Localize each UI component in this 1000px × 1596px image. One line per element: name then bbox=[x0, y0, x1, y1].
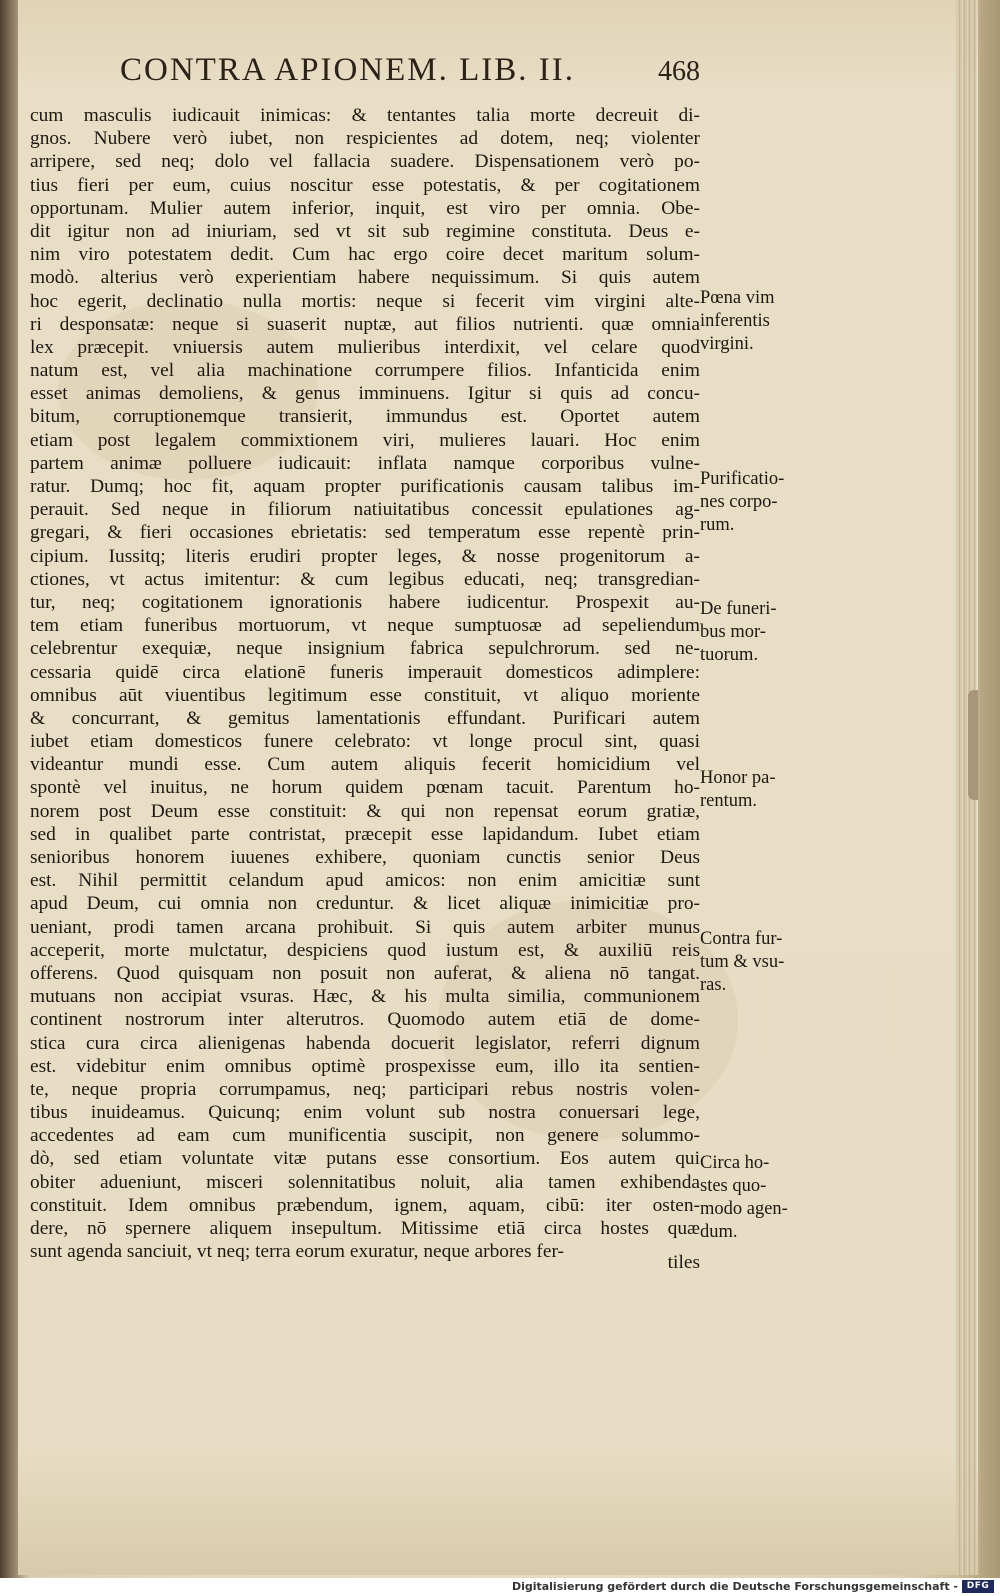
marginal-note-line: rentum. bbox=[700, 791, 758, 811]
catchword: tiles bbox=[667, 1252, 700, 1273]
dfg-logo: DFG bbox=[962, 1580, 994, 1593]
text-line: partem animæ polluere iudicauit: inflata namque corporibus vulne- bbox=[30, 452, 700, 474]
text-line: te, neque propria corrumpamus, neq; participari rebus nostris volen- bbox=[30, 1078, 700, 1100]
text-line: bitum, corruptionemque transierit, immundus est. Oportet autem bbox=[30, 406, 700, 428]
text-line: lex præcepit. vniuersis autem mulieribus interdixit, vel celare quod bbox=[30, 336, 700, 358]
text-line: cessaria quidē circa elationē funeris imperauit domesticos adimplere: bbox=[30, 661, 700, 683]
text-line: apud Deum, cui omnia non creduntur. & licet aliquæ inimicitiæ pro- bbox=[30, 893, 700, 915]
text-line: ueniant, prodi tamen arcana prohibuit. Si quis autem arbiter munus bbox=[30, 916, 700, 938]
marginal-note-line: modo agen- bbox=[700, 1199, 788, 1219]
marginal-note-line: Honor pa- bbox=[700, 768, 776, 788]
text-line: tur, neq; cogitationem ignorationis habere iudicentur. Prospexit au- bbox=[30, 591, 700, 613]
marginal-note-line: De funeri- bbox=[700, 599, 777, 619]
text-line: opportunam. Mulier autem inferior, inquit, est viro per omnia. Obe- bbox=[30, 197, 700, 219]
marginal-note-line: nes corpo- bbox=[700, 492, 778, 512]
marginal-note-line: Pœna vim bbox=[700, 288, 775, 308]
text-line: perauit. Sed neque in filiorum natiuitatibus concessit epulationes ag- bbox=[30, 499, 700, 521]
text-line: dere, nō spernere aliquem insepultum. Mitissime etiā circa hostes quæ bbox=[30, 1218, 700, 1239]
text-line: gregari, & fieri occasiones ebrietatis: sed temperatum esse repentè prin- bbox=[30, 522, 700, 544]
marginal-note-hostes bbox=[700, 1152, 810, 1244]
marginal-note-line: Contra fur- bbox=[700, 929, 783, 949]
body-text bbox=[30, 104, 700, 1263]
text-line: continent nostrorum inter alterutros. Quomodo autem etiā de dome- bbox=[30, 1009, 700, 1031]
text-line: tibus inuideamus. Quicunq; enim volunt sub nostra conuersari lege, bbox=[30, 1102, 700, 1124]
text-line: est. videbitur enim omnibus optimè prospexisse eum, illo ita sentien- bbox=[30, 1055, 700, 1077]
text-line: ctiones, vt actus imitentur: & cum legibus educati, neq; transgredian- bbox=[30, 568, 700, 590]
bookmark-tab bbox=[968, 690, 978, 800]
marginal-note-purificationes bbox=[700, 468, 810, 537]
text-line: obiter adueniunt, misceri solennitatibus noluit, alia tamen exhibenda bbox=[30, 1171, 700, 1193]
marginal-note-line: rum. bbox=[700, 515, 735, 535]
text-line: norem post Deum esse constituit: & qui non repensat eorum gratiæ, bbox=[30, 800, 700, 822]
text-line: cipium. Iussitq; literis erudiri propter leges, & nosse progenitorum a- bbox=[30, 545, 700, 567]
text-line: modò. alterius verò experientiam habere nequissimum. Si quis autem bbox=[30, 267, 700, 289]
text-line: ratur. Dumq; hoc fit, aquam propter purificationis causam talibus im- bbox=[30, 476, 700, 497]
marginal-note-line: stes quo- bbox=[700, 1176, 767, 1196]
text-line: sed in qualibet parte contristat, præcepit esse lapidandum. Iubet etiam bbox=[30, 823, 700, 845]
text-line: tius fieri per eum, cuius noscitur esse potestatis, & per cogitationem bbox=[30, 174, 700, 196]
text-line: esset animas demoliens, & genus imminuens. Igitur si quis ad concu- bbox=[30, 383, 700, 405]
text-line: celebrentur exequiæ, neque insignium fabrica sepulchrorum. sed ne- bbox=[30, 638, 700, 660]
footer-credit: Digitalisierung gefördert durch die Deutsche Forschungsgemeinschaft - bbox=[511, 1580, 958, 1593]
marginal-note-honor-parentum bbox=[700, 767, 810, 813]
page-number: 468 bbox=[658, 56, 700, 87]
text-line: videantur mundi esse. Cum autem aliquis fecerit homicidium vel bbox=[30, 754, 700, 776]
text-line: nim viro potestatem dedit. Cum hac ergo coire decet maritum solum- bbox=[30, 244, 700, 266]
marginal-note-line: tuorum. bbox=[700, 645, 759, 665]
text-line: senioribus honorem iuuenes exhibere, quoniam cunctis senior Deus bbox=[30, 847, 700, 868]
text-line: & concurrant, & gemitus lamentationis effundant. Purificari autem bbox=[30, 707, 700, 729]
marginal-note-funeribus bbox=[700, 598, 810, 667]
text-line: est. Nihil permittit celandum apud amicos: non enim amicitiæ sunt bbox=[30, 870, 700, 892]
text-line: stica cura circa alienigenas habenda docuerit legislator, referri dignum bbox=[30, 1032, 700, 1054]
text-line: constituit. Idem omnibus præbendum, ignem, aquam, cibū: iter osten- bbox=[30, 1194, 700, 1216]
marginal-note-poena bbox=[700, 287, 810, 356]
text-line: arripere, sed neq; dolo vel fallacia suadere. Dispensationem verò po- bbox=[30, 151, 700, 173]
text-line: acceperit, morte mulctatur, despiciens quod iustum est, & auxiliū reis bbox=[30, 939, 700, 961]
marginal-note-line: virgini. bbox=[700, 334, 754, 354]
text-line: natum est, vel alia machinatione corrumpere filios. Infanticida enim bbox=[30, 360, 700, 382]
text-line: ri desponsatæ: neque si suaserit nuptæ, aut filios nutrienti. quæ omnia bbox=[30, 313, 700, 335]
text-line: tem etiam funeribus mortuorum, vt neque sumptuosæ ad sepeliendum bbox=[30, 615, 700, 637]
marginal-note-furtum bbox=[700, 928, 810, 997]
text-line: sunt agenda sanciuit, vt neq; terra eorum exuratur, neque arbores fer- bbox=[30, 1241, 565, 1263]
marginal-note-line: dum. bbox=[700, 1222, 738, 1242]
text-line: dit igitur non ad iniuriam, sed vt sit sub regimine constituta. Deus e- bbox=[30, 220, 700, 242]
text-line: dò, sed etiam voluntate vitæ putans esse consortium. Eos autem qui bbox=[30, 1148, 700, 1170]
text-line: mutuans non accipiat vsuras. Hæc, & his multa similia, communionem bbox=[30, 986, 700, 1008]
text-line: accedentes ad eam cum munificentia suscipit, non genere solummo- bbox=[30, 1125, 700, 1147]
text-line: gnos. Nubere verò iubet, non respicientes ad dotem, neq; violenter bbox=[30, 128, 700, 150]
marginal-note-line: inferentis bbox=[700, 311, 770, 331]
text-line: etiam post legalem commixtionem viri, mulieres lauari. Hoc enim bbox=[30, 429, 700, 451]
marginal-note-line: ras. bbox=[700, 975, 727, 995]
marginal-note-line: bus mor- bbox=[700, 622, 766, 642]
marginal-note-line: Purificatio- bbox=[700, 469, 785, 489]
text-line: hoc egerit, declinatio nulla mortis: neque si fecerit vim virgini alte- bbox=[30, 290, 700, 312]
marginal-note-line: tum & vsu- bbox=[700, 952, 785, 972]
running-head: CONTRA APIONEM. LIB. II. bbox=[120, 52, 576, 88]
text-line: cum masculis iudicauit inimicas: & tentantes talia morte decreuit di- bbox=[30, 105, 700, 126]
text-line: offerens. Quod quisquam non posuit non auferat, & aliena nō tangat. bbox=[30, 962, 700, 984]
marginal-note-line: Circa ho- bbox=[700, 1153, 770, 1173]
text-line: iubet etiam domesticos funere celebrato: vt longe procul sint, quasi bbox=[30, 731, 700, 753]
text-line: spontè vel inuitus, ne horum quidem pœnam tacuit. Parentum ho- bbox=[30, 777, 700, 799]
text-line: omnibus aūt viuentibus legitimum esse constituit, vt aliquo moriente bbox=[30, 684, 700, 706]
